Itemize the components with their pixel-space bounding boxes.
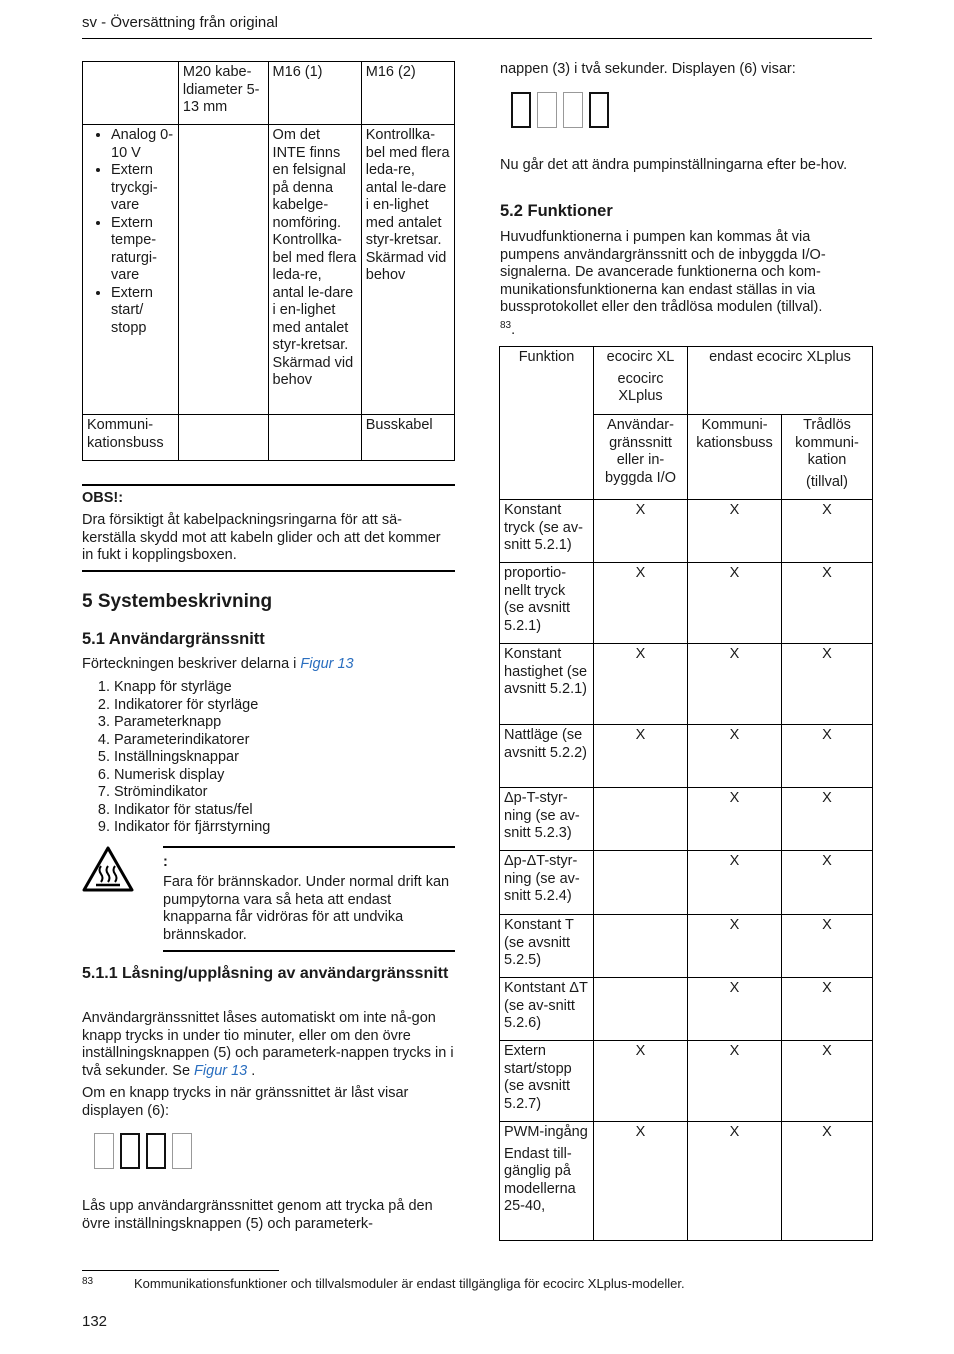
- right-paragraph-1: nappen (3) i två sekunder. Displayen (6) visar:: [500, 61, 796, 77]
- section-5-1-1-heading: 5.1.1 Låsning/upplåsning av användargränssnitt: [82, 965, 449, 982]
- cell-bus: X: [688, 788, 782, 851]
- cell-ui: [594, 978, 688, 1041]
- cable-cell-empty: [178, 415, 268, 461]
- figure-13-link[interactable]: Figur 13: [300, 656, 354, 672]
- cell-wireless: X: [782, 563, 873, 644]
- intro-text: Förteckningen beskriver delarna i: [82, 656, 301, 672]
- function-name: proportio-nellt tryck (se avsnitt 5.2.1): [500, 563, 594, 644]
- cable-table: [82, 61, 455, 461]
- cable-cell-bus-cable: Busskabel: [361, 415, 454, 461]
- paragraph-end: .: [247, 1062, 256, 1079]
- warning-title: :: [163, 854, 168, 870]
- section-5-1-1-paragraph-2: Om en knapp trycks in när gränssnittet är låst visar displayen (6):: [82, 1085, 409, 1119]
- warning-rule-top: [163, 846, 455, 848]
- cell-ui: X: [594, 1041, 688, 1122]
- cell-bus: X: [688, 915, 782, 978]
- list-item: 7. Strömindikator: [114, 784, 270, 802]
- cell-wireless: X: [782, 1122, 873, 1241]
- cable-signal-list-cell: [83, 125, 179, 415]
- cell-bus: X: [688, 563, 782, 644]
- list-item: 9. Indikator för fjärrstyrning: [114, 819, 270, 837]
- list-item: 5. Inställningsknappar: [114, 749, 270, 767]
- warning-text: Fara för brännskador. Under normal drift kan pumpytorna vara så heta att endast knapparna får vidröras för att undvika brännskador.: [163, 874, 450, 943]
- table-row: [500, 851, 873, 915]
- notice-title: OBS!:: [82, 490, 124, 506]
- cable-header-empty: [83, 62, 179, 125]
- section-5-1-heading: 5.1 Användargränssnitt: [82, 630, 265, 648]
- table-row: [500, 978, 873, 1041]
- cell-ui: [594, 788, 688, 851]
- cell-ui: X: [594, 563, 688, 644]
- cell-ui: X: [594, 644, 688, 725]
- signal-list: [87, 127, 174, 337]
- function-name: Δp-T-styr-ning (se av-snitt 5.2.3): [500, 788, 594, 851]
- cell-ui: [594, 915, 688, 978]
- pwm-label: PWM-ingång: [504, 1124, 588, 1140]
- wireless-optional: (tillval): [806, 473, 848, 490]
- section-5-heading: 5 Systembeskrivning: [82, 591, 273, 612]
- paragraph-text: Användargränssnittet låses automatiskt om inte nå-gon knapp trycks in under tio minuter, eller om den övre inställningsknappen (5) och parameterk-nappen trycks in i två sekunder. Se: [82, 1010, 454, 1079]
- table-row: [500, 1122, 873, 1241]
- list-item: 6. Numerisk display: [114, 767, 270, 785]
- paragraph-end: .: [511, 321, 516, 338]
- cell-bus: X: [688, 1041, 782, 1122]
- list-item: • Analog 0-10 V: [111, 127, 174, 162]
- list-item: • Extern start/ stopp: [111, 285, 174, 338]
- notice-rule-bottom: [82, 570, 455, 572]
- cell-wireless: X: [782, 725, 873, 788]
- xlplus-label: ecocirc XLplus: [617, 370, 664, 404]
- cell-wireless: X: [782, 1041, 873, 1122]
- unlocked-display-icon: [511, 92, 609, 128]
- footnote-rule: [82, 1270, 279, 1271]
- function-name: Konstant hastighet (se avsnitt 5.2.1): [500, 644, 594, 725]
- cell-ui: X: [594, 1122, 688, 1241]
- cell-ui: X: [594, 500, 688, 563]
- col-header-funktion: Funktion: [500, 347, 594, 500]
- col-header-only-xlplus: endast ecocirc XLplus: [688, 347, 873, 415]
- function-name-pwm: [500, 1122, 594, 1241]
- figure-13-link[interactable]: Figur 13: [194, 1062, 248, 1079]
- section-5-2-heading: 5.2 Funktioner: [500, 202, 613, 220]
- function-name: Kontstant ΔT (se av-snitt 5.2.6): [500, 978, 594, 1041]
- hot-surface-warning-icon: [82, 846, 134, 892]
- cell-wireless: X: [782, 644, 873, 725]
- function-table: [499, 346, 873, 1241]
- list-item: 4. Parameterindikatorer: [114, 732, 270, 750]
- col-header-ui: Användar-gränssnitt eller in-byggda I/O: [594, 415, 688, 500]
- pwm-note: Endast till-gänglig på modellerna 25-40,: [504, 1145, 576, 1214]
- cable-cell-bus-label: Kommuni-kationsbuss: [83, 415, 179, 461]
- cable-header-m16-1: M16 (1): [268, 62, 361, 125]
- cell-bus: X: [688, 725, 782, 788]
- cell-bus: X: [688, 978, 782, 1041]
- list-item: 1. Knapp för styrläge: [114, 679, 270, 697]
- cable-cell-m16-2: Kontrollka-bel med flera leda-re, antal le-dare i en-lighet med antalet styr-kretsar. Skärmad vid behov: [361, 125, 454, 415]
- cell-wireless: X: [782, 851, 873, 915]
- table-row: [500, 915, 873, 978]
- list-item: 8. Indikator för status/fel: [114, 802, 270, 820]
- running-header: sv - Översättning från original: [82, 14, 278, 31]
- cell-bus: X: [688, 500, 782, 563]
- list-item: • Extern tempe-raturgi-vare: [111, 215, 174, 285]
- cell-bus: X: [688, 644, 782, 725]
- function-name: Konstant T (se avsnitt 5.2.5): [500, 915, 594, 978]
- table-row: [500, 500, 873, 563]
- list-item: • Extern tryckgi-vare: [111, 162, 174, 215]
- function-name: Extern start/stopp (se avsnitt 5.2.7): [500, 1041, 594, 1122]
- col-header-bus: Kommuni-kationsbuss: [688, 415, 782, 500]
- notice-text: Dra försiktigt åt kabelpackningsringarna för att sä-kerställa skydd mot att kabeln glider och att det kommer in fukt i kopplingsboxen.: [82, 512, 441, 563]
- section-5-2-paragraph: [500, 229, 872, 339]
- cell-wireless: X: [782, 915, 873, 978]
- paragraph-text: Huvudfunktionerna i pumpen kan kommas åt via pumpens användargränssnitt och de inbyggda I/O-signalerna. De avancerade funktionerna och kom-munikationsfunktionerna kan endast ställas in via bussprotokollet eller den trådlösa modulen (tillval).: [500, 229, 826, 315]
- cell-wireless: X: [782, 788, 873, 851]
- cell-bus: X: [688, 851, 782, 915]
- cell-wireless: X: [782, 978, 873, 1041]
- table-row: [500, 1041, 873, 1122]
- cable-cell-empty: [268, 415, 361, 461]
- cable-cell-m16-1: Om det INTE finns en felsignal på denna kabelge-nomföring. Kontrollka-bel med flera leda-re, antal le-dare i en-lighet med antalet styr-kretsar. Skärmad vid behov: [268, 125, 361, 415]
- warning-rule-bottom: [163, 950, 455, 952]
- notice-rule-top: [82, 484, 455, 486]
- wireless-label: Trådlös kommuni-kation: [795, 417, 859, 468]
- col-header-wireless: [782, 415, 873, 500]
- list-item: 2. Indikatorer för styrläge: [114, 697, 270, 715]
- cable-cell-m20: [178, 125, 268, 415]
- page-number: 132: [82, 1313, 108, 1330]
- footnote-number: 83: [82, 1276, 94, 1287]
- cable-header-m20: M20 kabe-ldiameter 5-13 mm: [178, 62, 268, 125]
- function-name: Nattläge (se avsnitt 5.2.2): [500, 725, 594, 788]
- footnote-text: Kommunikationsfunktioner och tillvalsmoduler är endast tillgängliga för ecocirc XLplus-modeller.: [134, 1276, 685, 1291]
- cell-ui: [594, 851, 688, 915]
- locked-display-icon: [94, 1133, 192, 1169]
- ui-parts-list: [82, 679, 270, 837]
- right-paragraph-2: Nu går det att ändra pumpinställningarna efter be-hov.: [500, 157, 848, 173]
- function-name: Konstant tryck (se av-snitt 5.2.1): [500, 500, 594, 563]
- list-item: 3. Parameterknapp: [114, 714, 270, 732]
- table-row: [500, 788, 873, 851]
- table-row: [500, 563, 873, 644]
- table-row: [500, 725, 873, 788]
- footnote-reference[interactable]: 83: [500, 319, 512, 331]
- header-rule: [82, 38, 872, 39]
- section-5-1-intro: [82, 656, 454, 674]
- section-5-1-1-paragraph-3: Lås upp användargränssnittet genom att trycka på den övre inställningsknappen (5) och parameterk-: [82, 1198, 433, 1232]
- xl-label: ecocirc XL: [606, 349, 675, 365]
- section-5-1-1-paragraph-1: [82, 1010, 454, 1080]
- cell-wireless: X: [782, 500, 873, 563]
- col-header-xl: [594, 347, 688, 415]
- cell-bus: X: [688, 1122, 782, 1241]
- table-row: [500, 644, 873, 725]
- cable-header-m16-2: M16 (2): [361, 62, 454, 125]
- cell-ui: X: [594, 725, 688, 788]
- function-name: Δp-ΔT-styr-ning (se av-snitt 5.2.4): [500, 851, 594, 915]
